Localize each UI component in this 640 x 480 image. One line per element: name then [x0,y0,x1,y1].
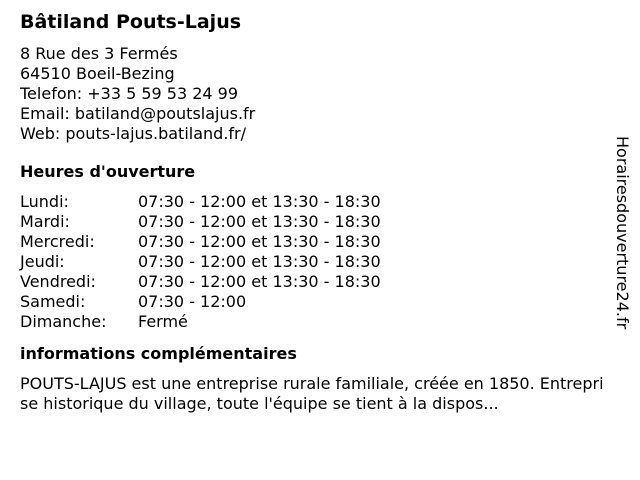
business-card [20,10,610,414]
address-street: 8 Rue des 3 Fermés [20,44,178,63]
contact-block [20,44,610,144]
day-label: Mardi: [20,212,70,231]
email-address: Email: batiland@poutslajus.fr [20,104,256,123]
hours-row-wednesday [20,232,610,252]
day-label: Vendredi: [20,272,96,291]
address-city: 64510 Boeil-Bezing [20,64,175,83]
website: Web: pouts-lajus.batiland.fr/ [20,124,246,143]
hours-row-monday [20,192,610,212]
day-label: Lundi: [20,192,69,211]
hours-row-thursday [20,252,610,272]
watermark-text: Horairesdouverture24.fr [613,136,632,330]
watermark [608,136,636,346]
day-label: Jeudi: [20,252,65,271]
time-value: 07:30 - 12:00 et 13:30 - 18:30 [138,252,381,271]
day-label: Dimanche: [20,312,107,331]
time-value: 07:30 - 12:00 et 13:30 - 18:30 [138,212,381,231]
hours-row-friday [20,272,610,292]
time-value: 07:30 - 12:00 et 13:30 - 18:30 [138,272,381,291]
info-heading: informations complémentaires [20,344,297,363]
time-value: Fermé [138,312,188,331]
phone-number: Telefon: +33 5 59 53 24 99 [20,84,239,103]
info-description: POUTS-LAJUS est une entreprise rurale familiale, créée en 1850. Entreprise historique du village, toute l'équipe se tient à la dispos... [20,374,604,413]
time-value: 07:30 - 12:00 et 13:30 - 18:30 [138,192,381,211]
hours-row-tuesday [20,212,610,232]
time-value: 07:30 - 12:00 [138,292,247,311]
time-value: 07:30 - 12:00 et 13:30 - 18:30 [138,232,381,251]
hours-row-sunday [20,312,610,332]
business-name: Bâtiland Pouts-Lajus [20,11,242,33]
hours-row-saturday [20,292,610,312]
hours-table [20,192,610,332]
day-label: Samedi: [20,292,86,311]
hours-heading: Heures d'ouverture [20,162,196,181]
day-label: Mercredi: [20,232,95,251]
